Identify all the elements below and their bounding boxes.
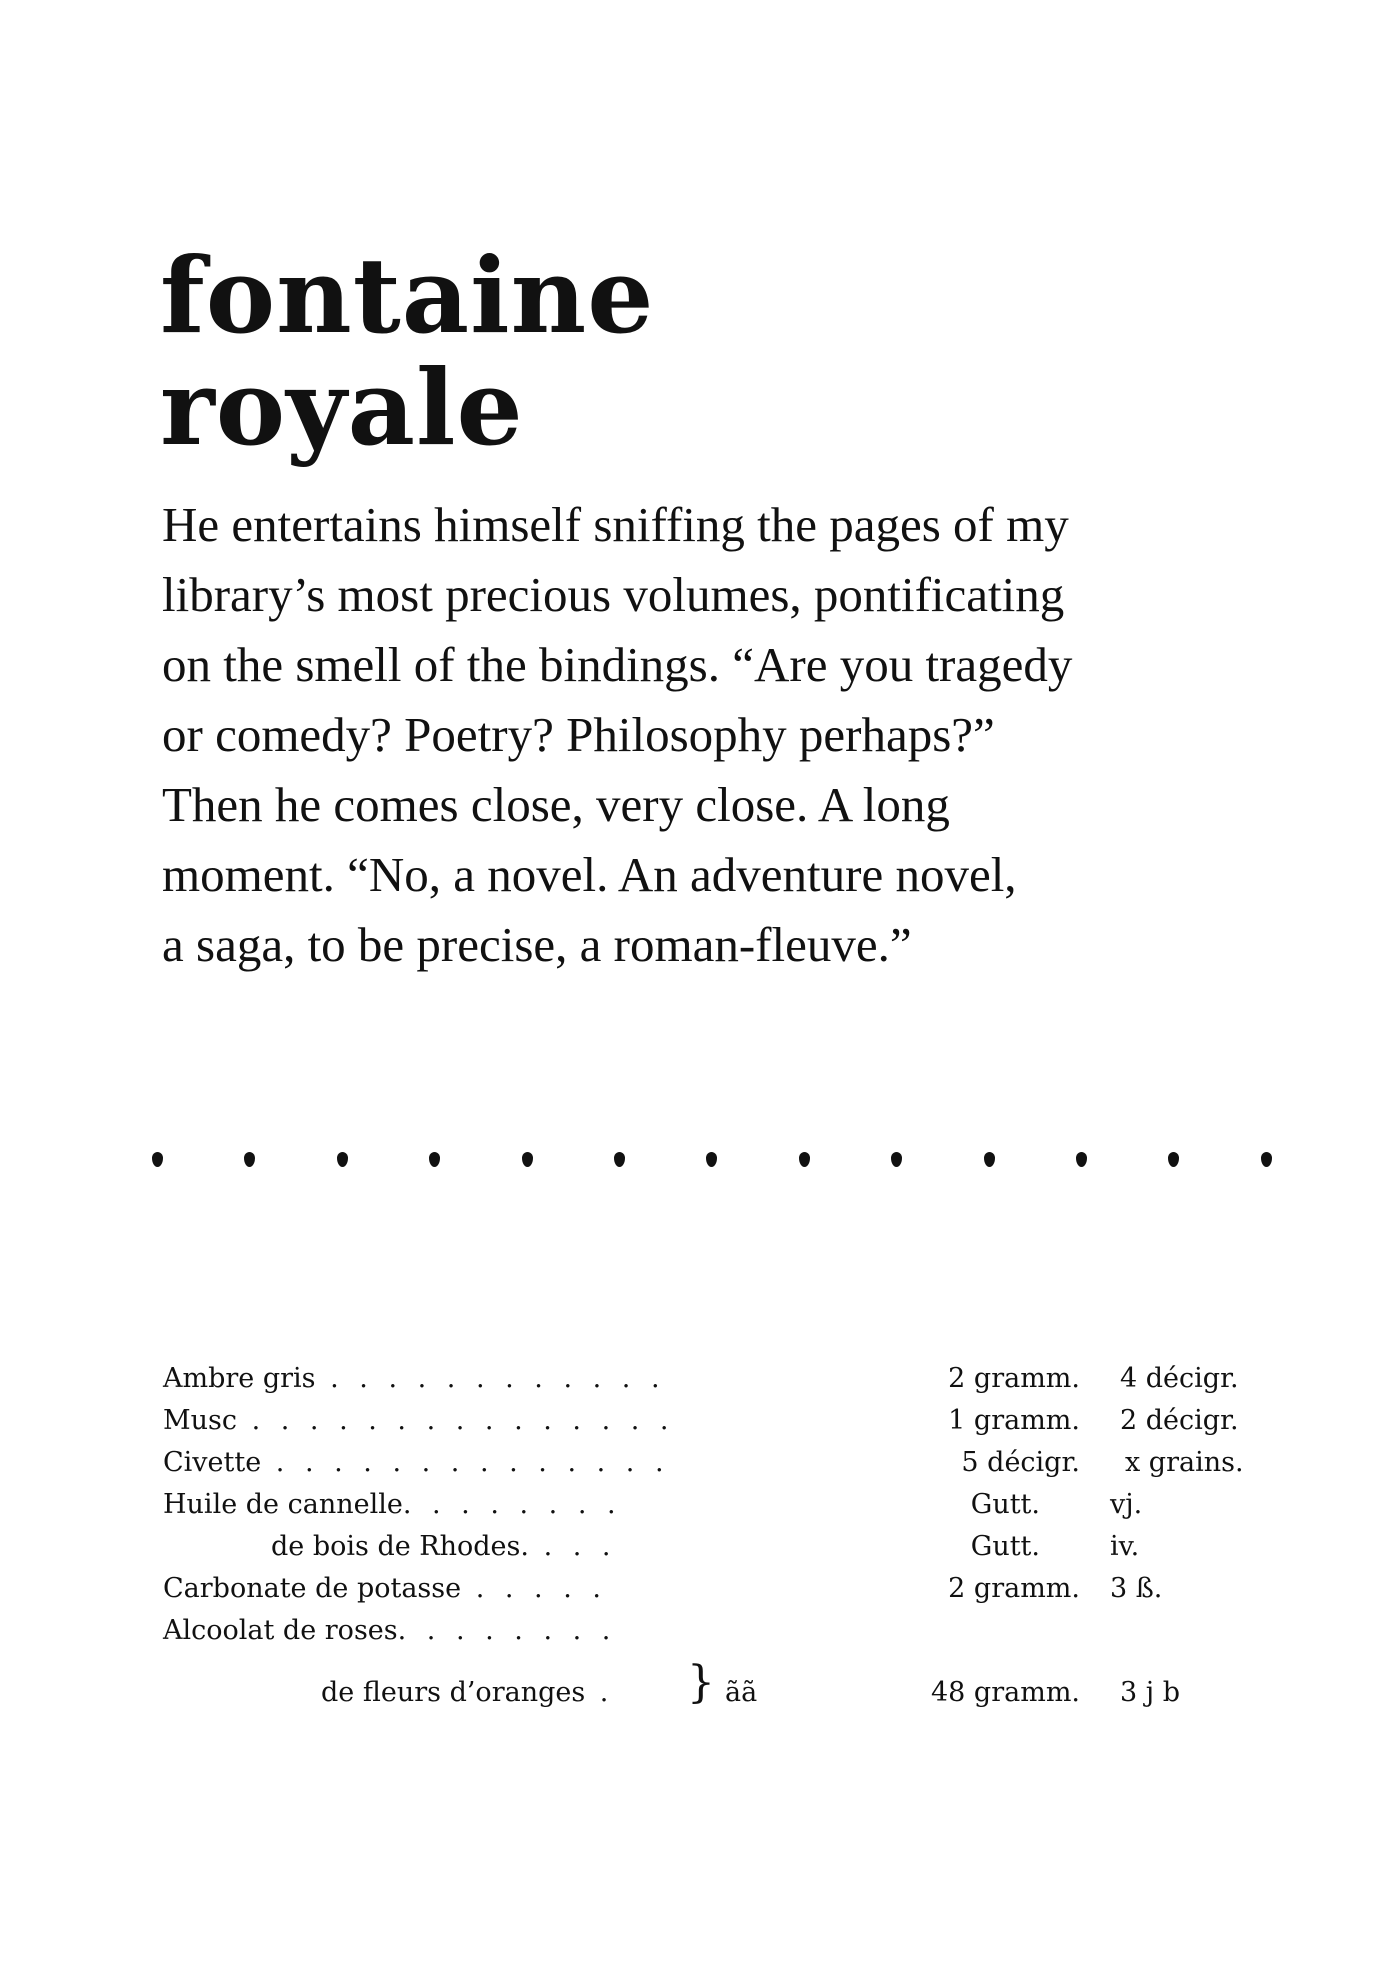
page-title	[160, 234, 655, 469]
ingredient-cell	[163, 1358, 666, 1400]
old-unit: 3 ß.	[1110, 1573, 1163, 1604]
ingredient-cell	[271, 1526, 616, 1568]
divider-dot	[706, 1152, 717, 1167]
divider-dot	[799, 1152, 810, 1167]
old-unit: 2 décigr.	[1120, 1405, 1239, 1436]
paragraph-line: on the smell of the bindings. “Are you tragedy	[162, 637, 1073, 692]
amount: Gutt.	[970, 1489, 1040, 1520]
title-line-1: fontaine	[160, 234, 655, 357]
brace-note: ãã	[725, 1677, 758, 1708]
old-unit: x grains.	[1125, 1447, 1244, 1478]
divider-dot	[984, 1152, 995, 1167]
ingredient: de fleurs d’oranges	[321, 1677, 586, 1708]
ingredient-cell	[163, 1610, 616, 1652]
brace: }	[687, 1657, 715, 1708]
divider-dot	[152, 1152, 163, 1167]
divider-dot	[1261, 1152, 1272, 1167]
dot-leader: . . . . .	[461, 1573, 607, 1604]
title-line-2: royale	[160, 346, 524, 469]
dot-leader: .	[585, 1677, 615, 1708]
old-unit: iv.	[1110, 1531, 1140, 1562]
ingredient: Civette	[163, 1447, 262, 1478]
divider-dot	[614, 1152, 625, 1167]
ingredient: Huile de cannelle	[163, 1489, 403, 1520]
dot-leader: . . . . . . . .	[402, 1489, 622, 1520]
dot-leader: . . . . . . . .	[397, 1615, 617, 1646]
ingredient-cell	[163, 1484, 622, 1526]
amount: 2 gramm.	[948, 1363, 1080, 1394]
divider-dot	[244, 1152, 255, 1167]
divider-dot	[1076, 1152, 1087, 1167]
dot-leader: . . . . . . . . . . . . . . .	[237, 1405, 675, 1436]
dotted-divider	[152, 1152, 1272, 1167]
old-unit: vj.	[1110, 1489, 1143, 1520]
divider-dot	[429, 1152, 440, 1167]
divider-dot	[337, 1152, 348, 1167]
divider-dot	[522, 1152, 533, 1167]
paragraph-line: or comedy? Poetry? Philosophy perhaps?”	[162, 707, 995, 762]
body-paragraph	[162, 490, 1312, 980]
ingredient: Alcoolat de roses	[163, 1615, 398, 1646]
dot-leader: . . .	[528, 1531, 617, 1562]
dot-leader: . . . . . . . . . . . . . .	[261, 1447, 670, 1478]
amount: Gutt.	[970, 1531, 1040, 1562]
ingredient-cell	[163, 1442, 670, 1484]
amount: 48 gramm.	[930, 1677, 1080, 1708]
ingredient-cell	[163, 1568, 607, 1610]
paragraph-line: library’s most precious volumes, pontificating	[162, 567, 1065, 622]
ingredient: de bois de Rhodes.	[271, 1531, 529, 1562]
paragraph-line: moment. “No, a novel. An adventure novel,	[162, 847, 1017, 902]
paragraph-line: Then he comes close, very close. A long	[162, 777, 950, 832]
divider-dot	[891, 1152, 902, 1167]
ingredient: Carbonate de potasse	[163, 1573, 462, 1604]
ingredient-cell	[163, 1400, 675, 1442]
dot-leader: . . . . . . . . . . . .	[315, 1363, 666, 1394]
ingredient-cell	[321, 1672, 614, 1714]
amount: 2 gramm.	[948, 1573, 1080, 1604]
old-unit: 4 décigr.	[1120, 1363, 1239, 1394]
amount: 1 gramm.	[948, 1405, 1080, 1436]
amount: 5 décigr.	[961, 1447, 1080, 1478]
paragraph-line: a saga, to be precise, a roman-fleuve.”	[162, 917, 912, 972]
old-unit: 3 j b	[1120, 1677, 1180, 1708]
ingredient: Ambre gris	[163, 1363, 316, 1394]
paragraph-line: He entertains himself sniffing the pages of my	[162, 497, 1069, 552]
ingredient: Musc	[163, 1405, 238, 1436]
divider-dot	[1168, 1152, 1179, 1167]
